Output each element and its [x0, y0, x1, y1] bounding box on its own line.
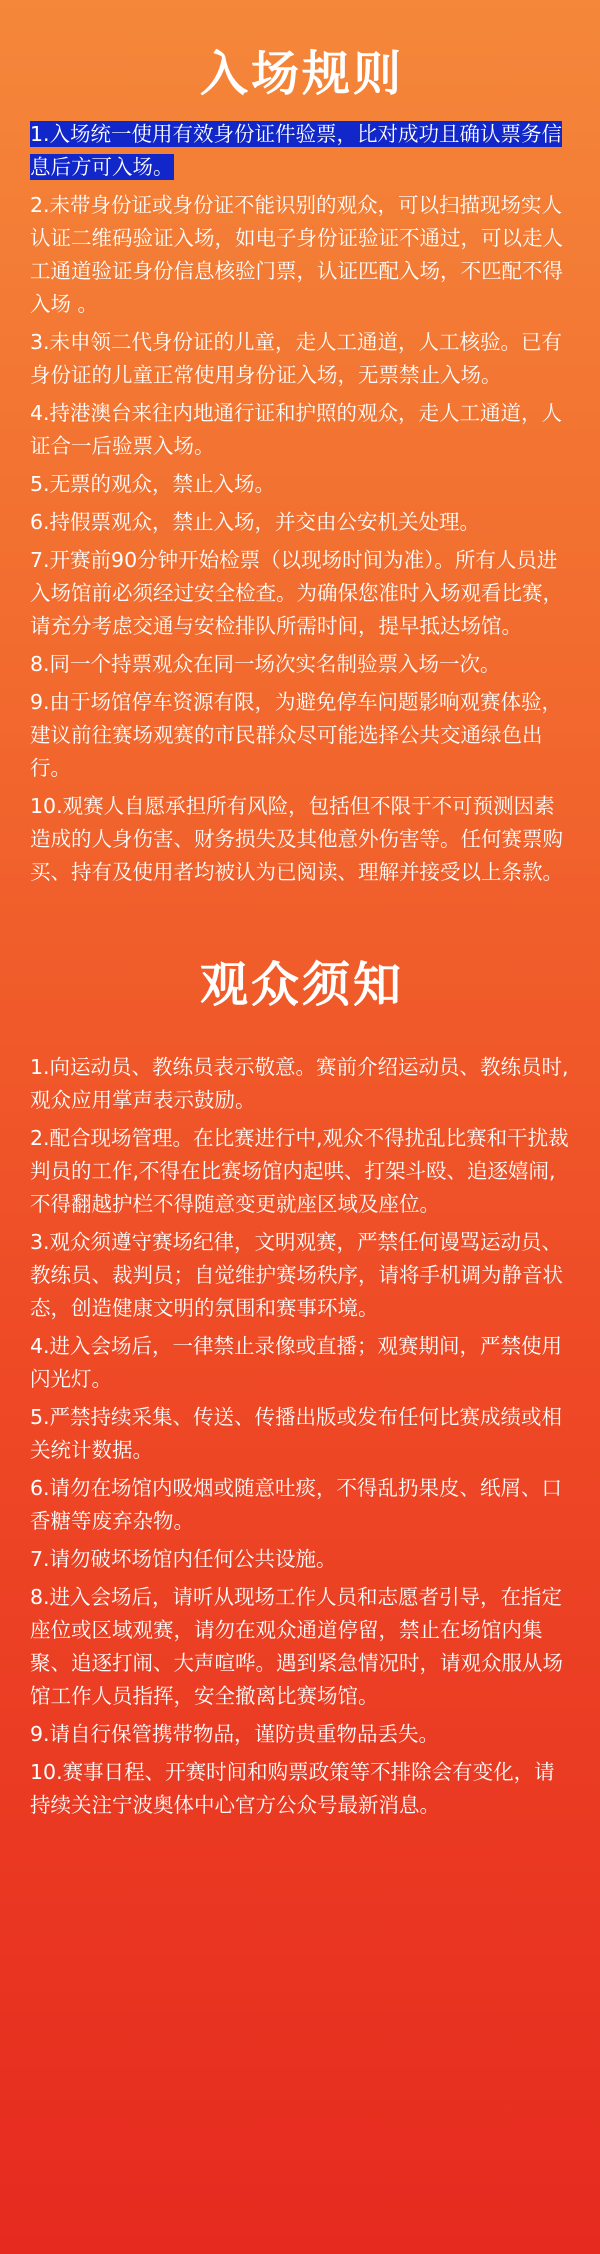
- highlighted-text: 1.入场统一使用有效身份证件验票，比对成功且确认票务信息后方可入场。: [30, 122, 563, 179]
- list-item: 7.开赛前90分钟开始检票（以现场时间为准）。所有人员进入场馆前必须经过安全检查。为确保您准时入场观看比赛，请充分考虑交通与安检排队所需时间，提早抵达场馆。: [30, 548, 563, 638]
- section-title-audience-notice: 观众须知: [199, 957, 404, 1013]
- list-item: 4.持港澳台来往内地通行证和护照的观众，走人工通道，人证合一后验票入场。: [30, 401, 563, 458]
- list-item: 3.观众须遵守赛场纪律，文明观赛，严禁任何谩骂运动员、教练员、裁判员；自觉维护赛场秩序，请将手机调为静音状态，创造健康文明的氛围和赛事环境。: [30, 1230, 563, 1320]
- list-item: 10.观赛人自愿承担所有风险，包括但不限于不可预测因素造成的人身伤害、财务损失及其他意外伤害等。任何赛票购买、持有及使用者均被认为已阅读、理解并接受以上条款。: [30, 794, 563, 884]
- list-item: 1.向运动员、教练员表示敬意。赛前介绍运动员、教练员时,观众应用掌声表示鼓励。: [30, 1055, 569, 1112]
- list-item: 9.由于场馆停车资源有限，为避免停车问题影响观赛体验，建议前往赛场观赛的市民群众尽可能选择公共交通绿色出行。: [30, 690, 563, 780]
- list-item: 8.同一个持票观众在同一场次实名制验票入场一次。: [30, 652, 501, 676]
- list-item: 3.未申领二代身份证的儿童，走人工通道，人工核验。已有身份证的儿童正常使用身份证入场，无票禁止入场。: [30, 330, 563, 387]
- section-title-entry-rules: 入场规则: [199, 46, 404, 102]
- list-item: 4.进入会场后，一律禁止录像或直播；观赛期间，严禁使用闪光灯。: [30, 1334, 563, 1391]
- list-item: 6.持假票观众，禁止入场，并交由公安机关处理。: [30, 510, 481, 534]
- list-item: 10.赛事日程、开赛时间和购票政策等不排除会有变化，请持续关注宁波奥体中心官方公众号最新消息。: [30, 1760, 555, 1817]
- audience-notice-list: [30, 1051, 574, 1822]
- list-item: 2.未带身份证或身份证不能识别的观众，可以扫描现场实人认证二维码验证入场，如电子身份证验证不通过，可以走人工通道验证身份信息核验门票，认证匹配入场，不匹配不得入场 。: [30, 193, 563, 316]
- list-item: 5.严禁持续采集、传送、传播出版或发布任何比赛成绩或相关统计数据。: [30, 1405, 563, 1462]
- list-item: 2.配合现场管理。在比赛进行中,观众不得扰乱比赛和干扰裁判员的工作,不得在比赛场馆内起哄、打架斗殴、追逐嬉闹,不得翻越护栏不得随意变更就座区域及座位。: [30, 1126, 569, 1216]
- list-item: [30, 118, 574, 184]
- list-item: 5.无票的观众，禁止入场。: [30, 472, 276, 496]
- list-item: 9.请自行保管携带物品，谨防贵重物品丢失。: [30, 1722, 440, 1746]
- list-item: 6.请勿在场馆内吸烟或随意吐痰，不得乱扔果皮、纸屑、口香糖等废弃杂物。: [30, 1476, 563, 1533]
- entry-rules-list: [30, 118, 574, 889]
- list-item: 8.进入会场后，请听从现场工作人员和志愿者引导，在指定座位或区域观赛，请勿在观众通道停留，禁止在场馆内集聚、追逐打闹、大声喧哗。遇到紧急情况时，请观众服从场馆工作人员指挥，安全撤离比赛场馆。: [30, 1585, 563, 1708]
- list-item: 7.请勿破坏场馆内任何公共设施。: [30, 1547, 337, 1571]
